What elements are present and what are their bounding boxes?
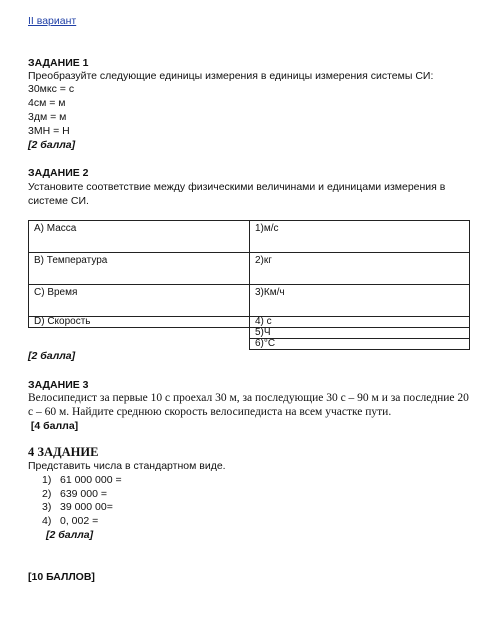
table-cell-quantity: C) Время bbox=[29, 285, 250, 317]
total-score: [10 БАЛЛОВ] bbox=[28, 571, 95, 583]
list-item bbox=[28, 488, 122, 502]
task3-title: ЗАДАНИЕ 3 bbox=[28, 379, 89, 391]
task1-title: ЗАДАНИЕ 1 bbox=[28, 57, 89, 69]
task4-score: [2 балла] bbox=[46, 529, 94, 541]
list-item-number: 1) bbox=[42, 474, 52, 486]
task1-line-1: 30мкс = с bbox=[28, 83, 75, 95]
table-row bbox=[29, 221, 470, 253]
number-list bbox=[28, 474, 122, 528]
matching-table bbox=[28, 220, 470, 350]
table-cell-unit: 3)Км/ч bbox=[250, 285, 470, 317]
task1-text: Преобразуйте следующие единицы измерения в единицы измерения системы СИ: bbox=[28, 70, 434, 82]
table-cell-empty bbox=[29, 328, 250, 339]
list-item bbox=[28, 515, 122, 529]
variant-heading: II вариант bbox=[28, 15, 77, 27]
task4-text: Представить числа в стандартном виде. bbox=[28, 460, 226, 472]
task3-line1: Велосипедист за первые 10 с проехал 30 м, за последующие 30 с – 90 м и за последние 20 bbox=[28, 392, 469, 404]
task3-score: [4 балла] bbox=[28, 420, 79, 432]
task2-text-line1: Установите соответствие между физическими величинами и единицами измерения в bbox=[28, 181, 446, 193]
task4-title: 4 ЗАДАНИЕ bbox=[28, 445, 99, 459]
list-item-number: 4) bbox=[42, 514, 52, 527]
task2-title: ЗАДАНИЕ 2 bbox=[28, 167, 89, 179]
table-row bbox=[29, 317, 470, 328]
table-cell-quantity: A) Масса bbox=[29, 221, 250, 253]
list-item-number: 3) bbox=[42, 501, 52, 513]
list-item bbox=[28, 501, 122, 515]
list-item-value: 61 000 000 = bbox=[60, 474, 122, 486]
list-item bbox=[28, 474, 122, 488]
task1-line-3: 3дм = м bbox=[28, 111, 67, 123]
table-cell-unit: 6)°С bbox=[250, 339, 470, 350]
task3-line2: с – 60 м. Найдите среднюю скорость велосипедиста на всем участке пути. bbox=[28, 406, 392, 418]
list-item-number: 2) bbox=[42, 487, 52, 500]
list-item-value: 39 000 00= bbox=[60, 501, 113, 513]
task2-score: [2 балла] bbox=[28, 350, 76, 362]
table-cell-quantity: D) Скорость bbox=[29, 317, 250, 328]
task2-text-line2: системе СИ. bbox=[28, 195, 89, 207]
task1-line-4: 3МН = Н bbox=[28, 125, 70, 137]
table-cell-unit: 4) с bbox=[250, 317, 470, 328]
list-item-value: 639 000 = bbox=[60, 487, 108, 500]
task1-line-2: 4см = м bbox=[28, 97, 66, 109]
table-row bbox=[29, 253, 470, 285]
table-row bbox=[29, 285, 470, 317]
table-cell-unit: 5)Ч bbox=[250, 328, 470, 339]
table-cell-empty bbox=[29, 339, 250, 350]
table-cell-unit: 1)м/с bbox=[250, 221, 470, 253]
table-cell-quantity: B) Температура bbox=[29, 253, 250, 285]
table-cell-unit: 2)кг bbox=[250, 253, 470, 285]
table-row bbox=[29, 339, 470, 350]
list-item-value: 0, 002 = bbox=[60, 514, 99, 527]
task1-score: [2 балла] bbox=[28, 139, 76, 151]
table-row bbox=[29, 328, 470, 339]
